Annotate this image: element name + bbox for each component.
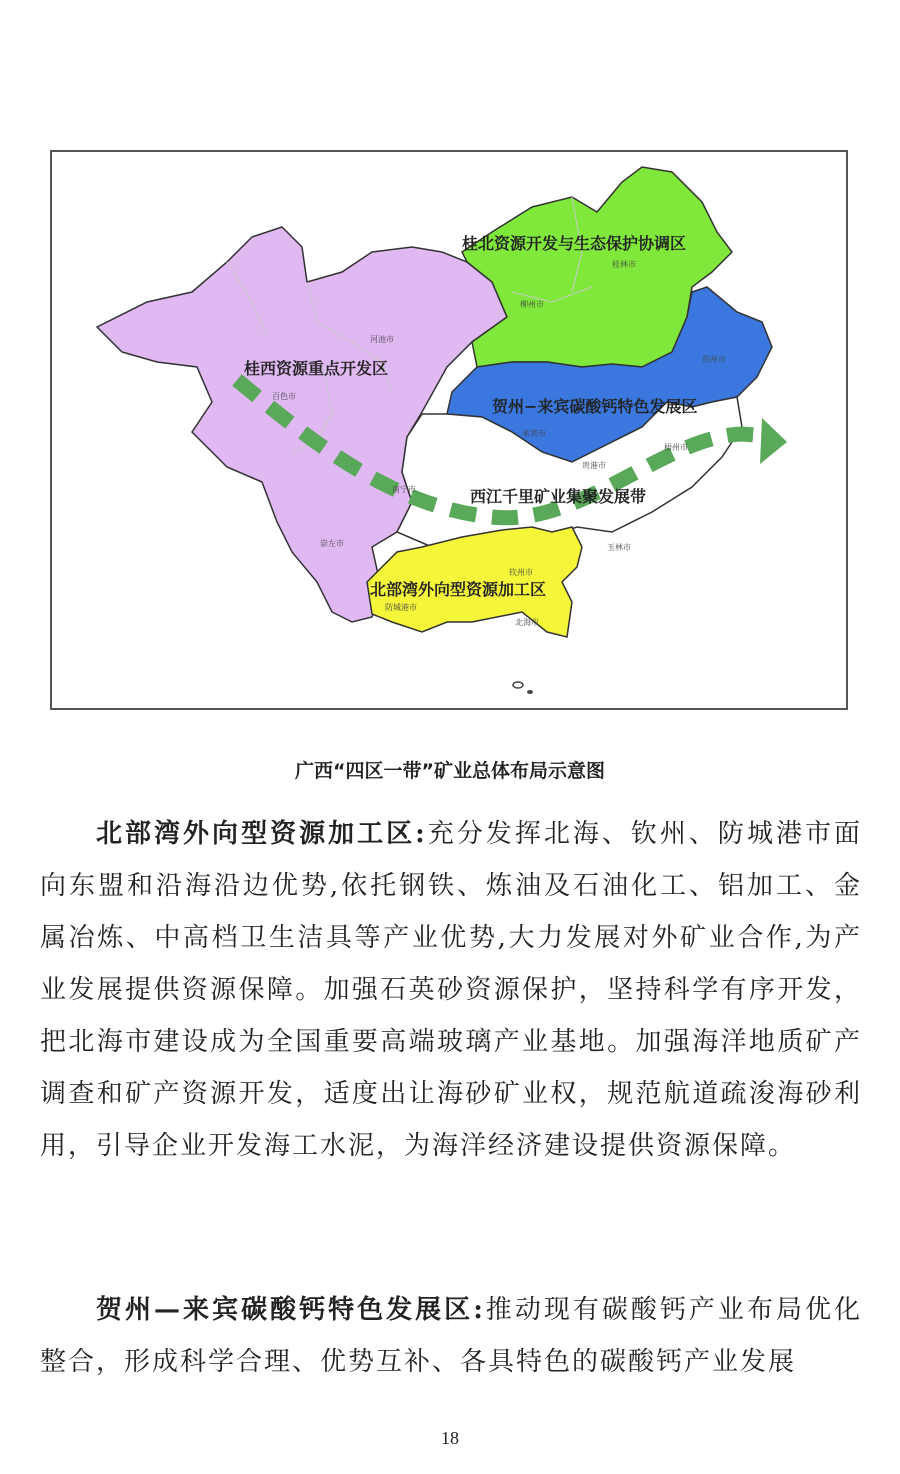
paragraph-heading: 贺州—来宾碳酸钙特色发展区:: [96, 1295, 485, 1325]
paragraph-beibuwan: [40, 808, 862, 1172]
city-label: 河池市: [370, 335, 394, 344]
zone-label-beibuwan: 北部湾外向型资源加工区: [370, 580, 547, 599]
city-label: 梧州市: [664, 443, 688, 452]
figure-caption: 广西“四区一带”矿业总体布局示意图: [295, 760, 605, 782]
city-label: 百色市: [272, 392, 296, 401]
city-label: 玉林市: [607, 543, 631, 552]
city-label: 北海市: [515, 618, 539, 627]
city-label: 崇左市: [320, 539, 344, 548]
city-label: 贺州市: [702, 355, 726, 364]
zone-label-guibei: 桂北资源开发与生态保护协调区: [462, 234, 687, 253]
city-label: 钦州市: [509, 568, 533, 577]
paragraph-heading: 北部湾外向型资源加工区:: [96, 819, 427, 849]
city-label: 来宾市: [522, 429, 546, 438]
city-label: 南宁市: [392, 485, 416, 494]
city-label: 贵港市: [582, 461, 606, 470]
paragraph-body: 充分发挥北海、钦州、防城港市面向东盟和沿海沿边优势,依托钢铁、炼油及石油化工、铝加工、金属冶炼、中高档卫生洁具等产业优势,大力发展对外矿业合作,为产业发展提供资源保障。加强石英砂资源保护，坚持科学有序开发，把北海市建设成为全国重要高端玻璃产业基地。加强海洋地质矿产调查和矿产资源开发，适度出让海砂矿业权，规范航道疏浚海砂利用，引导企业开发海工水泥，为海洋经济建设提供资源保障。: [40, 819, 862, 1161]
city-label: 桂林市: [612, 260, 636, 269]
arrow-head-icon: [760, 418, 787, 464]
zone-label-guixi: 桂西资源重点开发区: [244, 359, 389, 378]
paragraph-hezhou-laibin: [40, 1284, 862, 1388]
zone-label-xijiang: 西江千里矿业集聚发展带: [470, 487, 647, 506]
paragraph-body: 推动现有碳酸钙产业布局优化整合，形成科学合理、优势互补、各具特色的碳酸钙产业发展: [40, 1295, 862, 1377]
city-label: 防城港市: [385, 603, 417, 612]
zone-label-hezhou-laibin: 贺州−来宾碳酸钙特色发展区: [492, 397, 698, 416]
city-label: 柳州市: [520, 300, 544, 309]
guangxi-layout-map: [52, 152, 850, 712]
page-number: 18: [441, 1428, 459, 1448]
map-figure: [50, 150, 848, 710]
